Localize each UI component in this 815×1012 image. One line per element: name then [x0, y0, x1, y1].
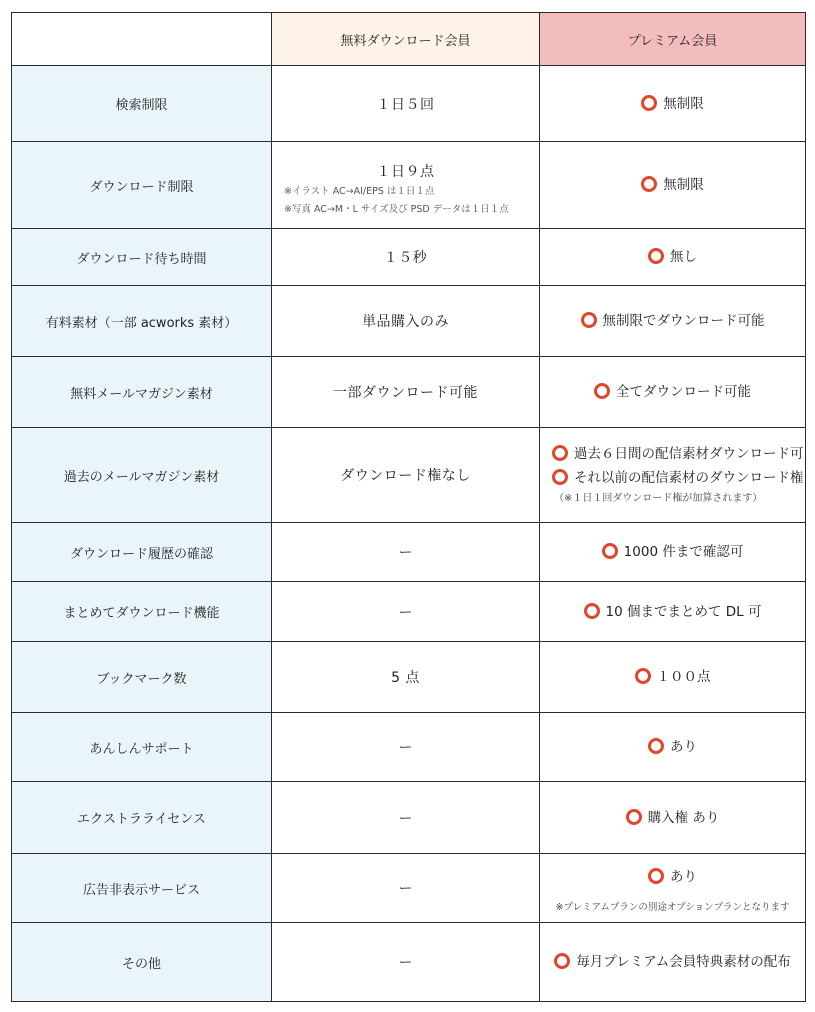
- table-row: [12, 229, 806, 286]
- red-circle-icon: [635, 668, 651, 684]
- premium-value: 10 個までまとめて DL 可: [605, 603, 762, 620]
- red-circle-icon: [648, 868, 664, 884]
- red-circle-icon: [552, 469, 568, 485]
- free-cell: [272, 229, 540, 286]
- free-cell: [272, 713, 540, 782]
- premium-cell: [540, 642, 806, 713]
- premium-note: ※プレミアムプランの別途オプションプランとなります: [555, 902, 790, 913]
- premium-value: 毎月プレミアム会員特典素材の配布: [576, 954, 791, 970]
- table-row: [12, 713, 806, 782]
- row-label: ダウンロード制限: [12, 142, 272, 229]
- free-value: ー: [398, 955, 413, 971]
- premium-cell: [540, 854, 806, 923]
- premium-cell: [540, 142, 806, 229]
- premium-value: あり: [670, 739, 697, 755]
- table-row: [12, 923, 806, 1002]
- free-value: ー: [398, 740, 413, 756]
- red-circle-icon: [552, 445, 568, 461]
- free-cell: [272, 923, 540, 1002]
- premium-value: あり: [670, 869, 697, 885]
- free-cell: [272, 66, 540, 142]
- red-circle-icon: [626, 809, 642, 825]
- table-row: [12, 142, 806, 229]
- premium-value: １００点: [656, 669, 711, 685]
- free-note: ※写真 AC→M・L サイズ及び PSD データは１日１点: [284, 204, 509, 215]
- free-value: １５秒: [383, 250, 428, 266]
- free-note: ※イラスト AC→AI/EPS は１日１点: [284, 186, 435, 197]
- free-value: 単品購入のみ: [362, 314, 449, 330]
- premium-cell: [540, 229, 806, 286]
- premium-cell: [540, 923, 806, 1002]
- premium-value: 無制限でダウンロード可能: [602, 313, 765, 329]
- row-label: ダウンロード待ち時間: [12, 229, 272, 286]
- premium-note: （※１日１回ダウンロード権が加算されます）: [554, 493, 763, 504]
- premium-value: 過去６日間の配信素材ダウンロード可: [574, 446, 804, 462]
- red-circle-icon: [648, 248, 664, 264]
- red-circle-icon: [648, 738, 664, 754]
- row-label: 広告非表示サービス: [12, 854, 272, 923]
- table-row: [12, 286, 806, 357]
- free-value: ー: [398, 881, 413, 897]
- premium-value: 1000 件まで確認可: [623, 544, 744, 560]
- premium-value: 全てダウンロード可能: [616, 384, 751, 400]
- free-value: ー: [398, 604, 413, 621]
- free-value: ダウンロード権なし: [340, 468, 471, 484]
- premium-cell: [540, 582, 806, 642]
- free-value: 一部ダウンロード可能: [333, 385, 478, 401]
- premium-cell: [540, 66, 806, 142]
- free-cell: [272, 428, 540, 523]
- header-row: [12, 13, 806, 66]
- red-circle-icon: [584, 603, 600, 619]
- table-row: [12, 642, 806, 713]
- premium-cell: [540, 523, 806, 582]
- free-value: １日５回: [376, 96, 435, 113]
- free-cell: [272, 286, 540, 357]
- table-row: [12, 66, 806, 142]
- red-circle-icon: [602, 543, 618, 559]
- header-premium-plan: プレミアム会員: [540, 13, 806, 66]
- premium-value: 無制限: [663, 177, 704, 193]
- row-label: ブックマーク数: [12, 642, 272, 713]
- header-empty-cell: [12, 13, 272, 66]
- header-free-plan: 無料ダウンロード会員: [272, 13, 540, 66]
- red-circle-icon: [641, 95, 657, 111]
- plan-comparison-table: [11, 12, 806, 1002]
- red-circle-icon: [581, 312, 597, 328]
- red-circle-icon: [594, 383, 610, 399]
- table-row: [12, 357, 806, 428]
- row-label: その他: [12, 923, 272, 1002]
- row-label: 有料素材（一部 acworks 素材）: [12, 286, 272, 357]
- premium-cell: [540, 357, 806, 428]
- table-row: [12, 428, 806, 523]
- row-label: まとめてダウンロード機能: [12, 582, 272, 642]
- free-cell: [272, 357, 540, 428]
- row-label: エクストラライセンス: [12, 782, 272, 854]
- premium-cell: [540, 713, 806, 782]
- free-cell: [272, 523, 540, 582]
- premium-cell: [540, 286, 806, 357]
- premium-cell: [540, 782, 806, 854]
- table-row: [12, 854, 806, 923]
- free-value: ー: [398, 545, 413, 561]
- red-circle-icon: [554, 953, 570, 969]
- row-label: 検索制限: [12, 66, 272, 142]
- row-label: 過去のメールマガジン素材: [12, 428, 272, 523]
- row-label: 無料メールマガジン素材: [12, 357, 272, 428]
- premium-value: それ以前の配信素材のダウンロード権: [574, 470, 804, 486]
- row-label: あんしんサポート: [12, 713, 272, 782]
- premium-value: 無制限: [663, 95, 704, 112]
- free-cell: [272, 142, 540, 229]
- red-circle-icon: [641, 176, 657, 192]
- free-cell: [272, 782, 540, 854]
- row-label: ダウンロード履歴の確認: [12, 523, 272, 582]
- table-row: [12, 582, 806, 642]
- free-cell: [272, 854, 540, 923]
- free-value: 5 点: [391, 670, 420, 686]
- free-value: ー: [398, 810, 413, 827]
- premium-cell: [540, 428, 806, 523]
- premium-value: 無し: [670, 249, 697, 265]
- table-row: [12, 782, 806, 854]
- table-row: [12, 523, 806, 582]
- free-cell: [272, 642, 540, 713]
- free-cell: [272, 582, 540, 642]
- premium-value: 購入権 あり: [647, 809, 720, 826]
- free-value: １日９点: [376, 164, 435, 180]
